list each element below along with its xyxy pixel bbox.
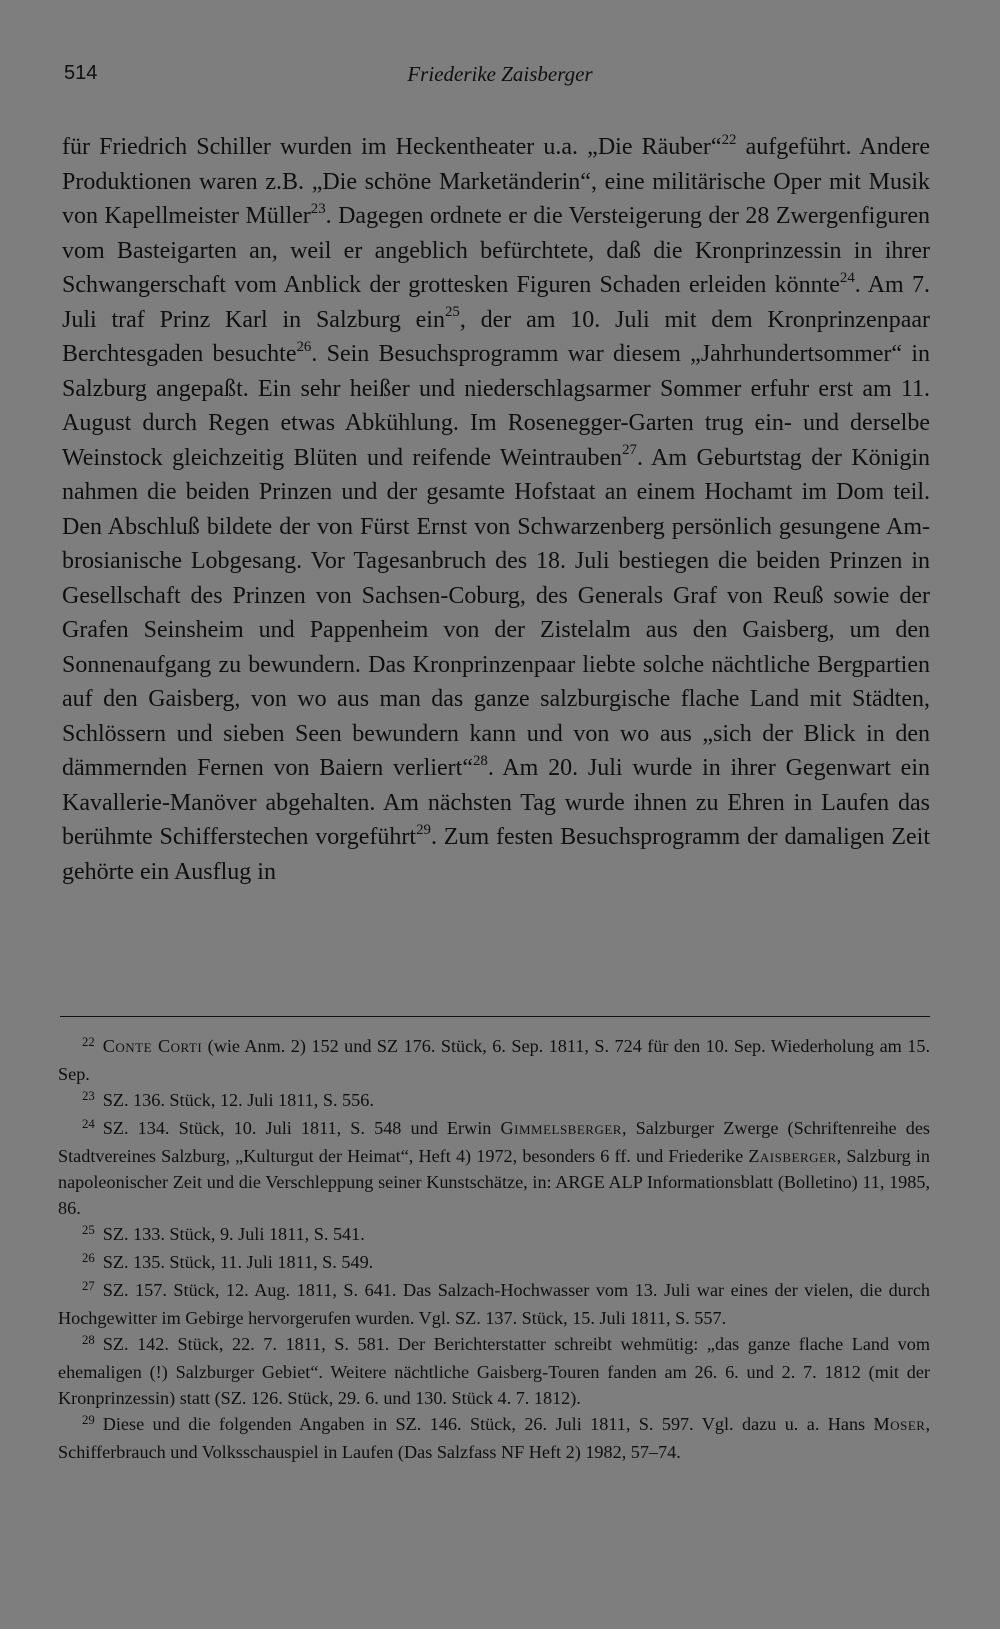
footnote-24: [58, 1115, 930, 1221]
footnote-29: [58, 1411, 930, 1465]
footnote-text: SZ. 133. Stück, 9. Juli 1811, S. 541.: [102, 1224, 365, 1244]
footnote-ref: 25: [444, 304, 460, 321]
page-header: [60, 62, 940, 92]
footnote-number: 25: [82, 1222, 95, 1237]
footnote-text: , Salzburg in napoleonischer Zeit und die Verschleppung seiner Kunstschätze, in: ARGE ALP Informationsblatt (Bolletino) 11, 1985, 86.: [58, 1146, 930, 1218]
footnote-25: [58, 1221, 930, 1249]
footnote-number: 22: [82, 1034, 95, 1049]
footnote-number: 24: [82, 1116, 95, 1131]
author-name: Conte Corti: [102, 1036, 203, 1056]
running-head: Friederike Zaisberger: [407, 62, 593, 86]
footnote-28: [58, 1331, 930, 1411]
footnote-text: SZ. 136. Stück, 12. Juli 1811, S. 556.: [102, 1090, 374, 1110]
footnote-ref: 27: [622, 442, 637, 459]
footnote-text: Diese und die folgenden Angaben in SZ. 146. Stück, 26. Juli 1811, S. 597. Vgl. dazu u. a. Hans: [102, 1414, 874, 1434]
footnote-ref: 26: [296, 338, 312, 355]
footnote-number: 28: [82, 1332, 95, 1347]
footnote-number: 27: [82, 1278, 95, 1293]
footnote-number: 29: [82, 1412, 95, 1427]
footnote-separator: [60, 1016, 930, 1017]
body-text-segment: . Zum festen Besuchsprogramm der damaligen Zeit gehörte ein Ausflug in: [62, 824, 930, 885]
footnotes: [58, 1033, 930, 1465]
body-text-segment: . Dagegen ordnete er die Versteigerung der 28 Zwergenfiguren vom Basteigarten an, weil er angeblich befürchtete, daß die Kronprinzessin in ihrer Schwangerschaft vom Anblick der grottesken Figuren Schaden erleiden könnte: [62, 203, 930, 298]
footnote-ref: 23: [310, 200, 326, 217]
footnote-text: (wie Anm. 2) 152 und SZ 176. Stück, 6. Sep. 1811, S. 724 für den 10. Sep. Wiederholung am 15. Sep.: [58, 1036, 930, 1084]
body-paragraph: [62, 130, 930, 889]
footnote-ref: 28: [472, 752, 488, 769]
footnote-26: [58, 1249, 930, 1277]
body-text-segment: . Sein Besuchsprogramm war diesem „Jahrhundertsommer“ in Salzburg angepaßt. Ein sehr heißer und niederschlagsarmer Sommer erfuhr erst am 11. August durch Regen etwas Abkühlung. Im Rosenegger-Garten trug ein- und derselbe Weinstock gleichzeitig Blüten und reifende Weintrauben: [62, 341, 930, 471]
footnote-number: 23: [82, 1088, 95, 1103]
author-name: Zaisberger: [748, 1146, 837, 1166]
body-text-segment: , der am 10. Juli mit dem Kronprinzenpaar Berchtesgaden besuchte: [62, 306, 930, 367]
page-number: 514: [64, 62, 98, 84]
footnote-27: [58, 1277, 930, 1331]
body-text-segment: . Am 7. Juli traf Prinz Karl in Salzburg ein: [62, 272, 930, 333]
body-text-segment: aufgeführt. Andere Produktionen waren z.B. „Die schöne Marketänderin“, eine militärische Oper mit Musik von Kapellmeister Müller: [62, 134, 930, 229]
author-name: Moser: [873, 1414, 926, 1434]
footnote-text: SZ. 134. Stück, 10. Juli 1811, S. 548 und Erwin: [102, 1118, 501, 1138]
footnote-text: , Schifferbrauch und Volksschauspiel in Laufen (Das Salzfass NF Heft 2) 1982, 57–74.: [58, 1414, 930, 1462]
footnote-ref: 29: [416, 821, 431, 838]
body-text-segment: . Am Geburtstag der Königin nahmen die beiden Prinzen und der gesamte Hofstaat an einem Hochamt im Dom teil. Den Abschluß bildete der von Fürst Ernst von Schwarzenberg persönlich gesungene Ambrosianische Lobgesang. Vor Tagesanbruch des 18. Juli bestiegen die beiden Prinzen in Gesellschaft des Prinzen von Sachsen-Coburg, des Generals Graf von Reuß sowie der Grafen Seinsheim und Pappenheim von der Zistelalm aus den Gaisberg, um den Sonnenaufgang zu bewundern. Das Kronprinzenpaar liebte solche nächtliche Bergpartien auf den Gaisberg, von wo aus man das ganze salzburgische flache Land mit Städten, Schlössern und sieben Seen bewundern kann und von wo aus „sich der Blick in den dämmernden Fernen von Baiern verliert“: [62, 444, 930, 781]
author-name: Gimmelsberger: [500, 1118, 622, 1138]
body-text-segment: für Friedrich Schiller wurden im Heckentheater u.a. „Die Räuber“: [62, 134, 722, 160]
footnote-22: [58, 1033, 930, 1087]
footnote-23: [58, 1087, 930, 1115]
footnote-ref: 24: [839, 269, 855, 286]
footnote-ref: 22: [721, 131, 737, 148]
footnote-text: SZ. 135. Stück, 11. Juli 1811, S. 549.: [102, 1252, 374, 1272]
footnote-text: SZ. 142. Stück, 22. 7. 1811, S. 581. Der Berichterstatter schreibt wehmütig: „das ganze flache Land vom ehemaligen (!) Salzburger Gebiet“. Weitere nächtliche Gaisberg-Touren fanden am 26. 6. und 2. 7. 1812 (mit der Kronprinzessin) statt (SZ. 126. Stück, 29. 6. und 130. Stück 4. 7. 1812).: [58, 1334, 930, 1408]
footnote-number: 26: [82, 1250, 95, 1265]
footnote-text: , Salzburger Zwerge (Schriftenreihe des Stadtvereines Salzburg, „Kulturgut der Heimat“, Heft 4) 1972, besonders 6 ff. und Friederike: [58, 1118, 930, 1166]
body-text-segment: . Am 20. Juli wurde in ihrer Gegenwart ein Kavallerie-Manöver abgehalten. Am nächsten Tag wurde ihnen zu Ehren in Laufen das berühmte Schifferstechen vorgeführt: [62, 755, 930, 850]
footnote-text: SZ. 157. Stück, 12. Aug. 1811, S. 641. Das Salzach-Hochwasser vom 13. Juli war eines der vielen, die durch Hochgewitter im Gebirge hervorgerufen wurden. Vgl. SZ. 137. Stück, 15. Juli 1811, S. 557.: [58, 1280, 930, 1328]
